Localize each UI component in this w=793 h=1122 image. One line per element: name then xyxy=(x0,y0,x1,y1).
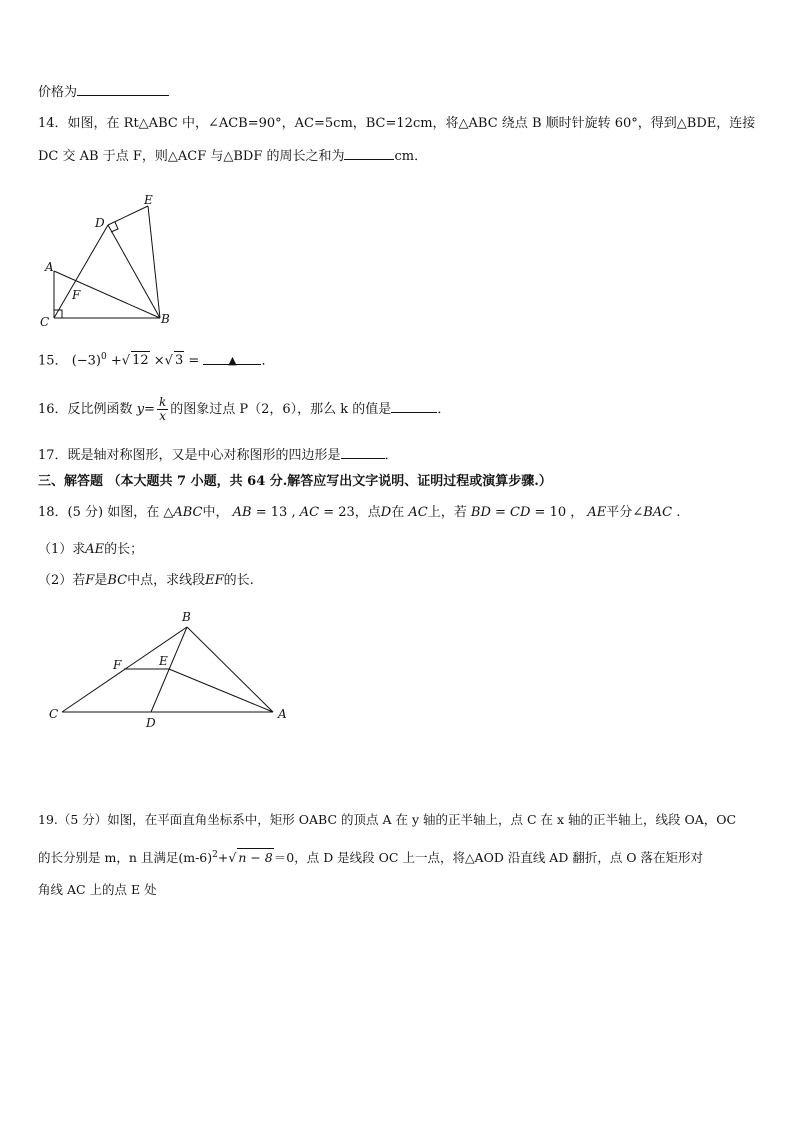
q19-radicand: n − 8 xyxy=(238,850,273,866)
q17-end: ． xyxy=(384,448,398,463)
label-e: E xyxy=(144,193,153,207)
q17-line xyxy=(38,446,398,465)
label-d: D xyxy=(95,216,105,230)
q16-text-2: 的图象过点 P（2，6），那么 k 的值是 xyxy=(170,402,392,417)
answer-blank xyxy=(344,147,394,160)
triangle-marker: ▲ xyxy=(228,354,237,368)
q16-equals: = xyxy=(144,402,155,417)
q19-text: 的长分别是 m，n 且满足(m-6) xyxy=(38,850,213,866)
q15-base: (−3) xyxy=(71,353,101,369)
q18-p2-text: （2）若 xyxy=(38,573,86,588)
q18-cd: CD xyxy=(510,505,531,520)
q15-radicand-1: 12 xyxy=(132,353,149,369)
answer-blank xyxy=(77,83,169,96)
q19-text-2: ＝0，点 D 是线段 OC 上一点，将△AOD 沿直线 AD 翻折，点 O 落在矩形对 xyxy=(273,850,704,866)
q14-unit: cm． xyxy=(394,149,428,164)
section-heading: 三、解答题 （本大题共 7 小题，共 64 分.解答应写出文字说明、证明过程或演算步骤.） xyxy=(38,474,552,489)
q19-square: 2 xyxy=(212,850,218,860)
segment-cd xyxy=(54,225,108,318)
q18-p1-ae: AE xyxy=(85,542,105,557)
q19-plus: + xyxy=(217,850,229,866)
answer-blank xyxy=(203,352,261,368)
sqrt-symbol: √ xyxy=(228,850,237,866)
q19-line3: 角线 AC 上的点 E 处 xyxy=(38,882,157,897)
q15-radicand-2: 3 xyxy=(174,353,184,369)
q15-exponent: 0 xyxy=(101,352,107,362)
top-line xyxy=(38,83,169,102)
q14-line1: 14．如图，在 Rt△ABC 中，∠ACB=90°，AC=5cm，BC=12cm，将△ABC 绕点 B 顺时针旋转 60°，得到△BDE，连接 xyxy=(38,116,756,131)
segment-ea xyxy=(169,669,273,712)
q18-text: 在 xyxy=(391,505,405,520)
answer-blank xyxy=(341,446,385,459)
q18-p2-ef: EF xyxy=(205,573,224,588)
q16-line xyxy=(38,396,450,423)
q18-d: D xyxy=(380,505,392,520)
q16-numerator: k xyxy=(158,395,167,409)
q15-equals: = xyxy=(188,353,200,369)
q16-end: ． xyxy=(437,402,451,417)
q18-figure xyxy=(40,605,310,735)
q18-ab: AB xyxy=(232,505,252,520)
q14-text: DC 交 AB 于点 F，则△ACF 与△BDF 的周长之和为 xyxy=(38,149,345,164)
top-text: 价格为 xyxy=(38,85,78,100)
q18-comma: ， xyxy=(566,505,584,520)
q15-number: 15． xyxy=(38,353,68,369)
label-c: C xyxy=(49,707,59,721)
q18-p2-text: 中点，求线段 xyxy=(127,573,206,588)
sqrt-symbol: √ xyxy=(121,353,131,369)
q18-ab-value: = 13 , xyxy=(251,505,300,520)
q18-p2-bc: BC xyxy=(107,573,128,588)
q18-equals: = xyxy=(490,505,511,520)
q15-times: × xyxy=(153,353,165,369)
segment-ab xyxy=(54,271,160,318)
segment-eb xyxy=(148,206,160,318)
label-d: D xyxy=(146,716,156,730)
q16-y: y xyxy=(136,402,145,417)
sqrt-symbol: √ xyxy=(164,353,173,369)
label-a: A xyxy=(278,707,287,721)
label-f: F xyxy=(72,288,81,302)
q18-dot: . xyxy=(672,505,681,520)
q18-ae: AE xyxy=(587,505,607,520)
q18-text: 中， xyxy=(202,505,229,520)
q18-p2-text: 的长. xyxy=(223,573,254,588)
q14-line2 xyxy=(38,147,427,166)
q18-bd: BD xyxy=(470,505,491,520)
answer-blank xyxy=(391,400,437,413)
q18-p2-text: 是 xyxy=(94,573,108,588)
q16-fraction xyxy=(157,396,168,423)
q18-text: 18．(5 分) 如图，在 xyxy=(38,505,160,520)
q18-p1-text: （1）求 xyxy=(38,542,86,557)
q19-line1: 19.（5 分）如图，在平面直角坐标系中，矩形 OABC 的顶点 A 在 y 轴的正半轴上，点 C 在 x 轴的正半轴上，线段 OA，OC xyxy=(38,812,737,827)
q18-ac-value: = 23 xyxy=(319,505,355,520)
q18-ac-ref: AC xyxy=(408,505,428,520)
label-e: E xyxy=(159,654,168,668)
segment-de xyxy=(108,206,148,225)
q18-p1-text: 的长； xyxy=(104,542,144,557)
q16-denominator: x xyxy=(159,409,166,423)
q18-value: = 10 xyxy=(530,505,567,520)
q18-line1 xyxy=(38,504,680,522)
segment-ba xyxy=(187,627,273,712)
label-c: C xyxy=(40,315,50,329)
label-f: F xyxy=(113,658,122,672)
q18-p2-f: F xyxy=(85,573,95,588)
q18-angle: ∠BAC xyxy=(632,505,673,520)
q15-plus: + xyxy=(110,353,122,369)
q18-text: 平分 xyxy=(606,505,633,520)
q16-text: 16．反比例函数 xyxy=(38,402,133,417)
q18-part2 xyxy=(38,572,254,590)
label-b: B xyxy=(182,610,191,624)
label-a: A xyxy=(45,260,54,274)
q15-line xyxy=(38,348,274,370)
q18-text: 上，若 xyxy=(427,505,467,520)
q18-ac: AC xyxy=(299,505,320,520)
q18-text: ，点 xyxy=(354,505,381,520)
label-b: B xyxy=(161,312,170,326)
q18-part1 xyxy=(38,541,143,559)
q18-triangle: △ABC xyxy=(163,505,203,520)
q15-end: ． xyxy=(261,353,275,369)
q14-figure xyxy=(30,185,180,330)
segment-db xyxy=(108,225,160,318)
q17-text: 17．既是轴对称图形，又是中心对称图形的四边形是 xyxy=(38,448,341,463)
q19-line2 xyxy=(38,846,703,867)
